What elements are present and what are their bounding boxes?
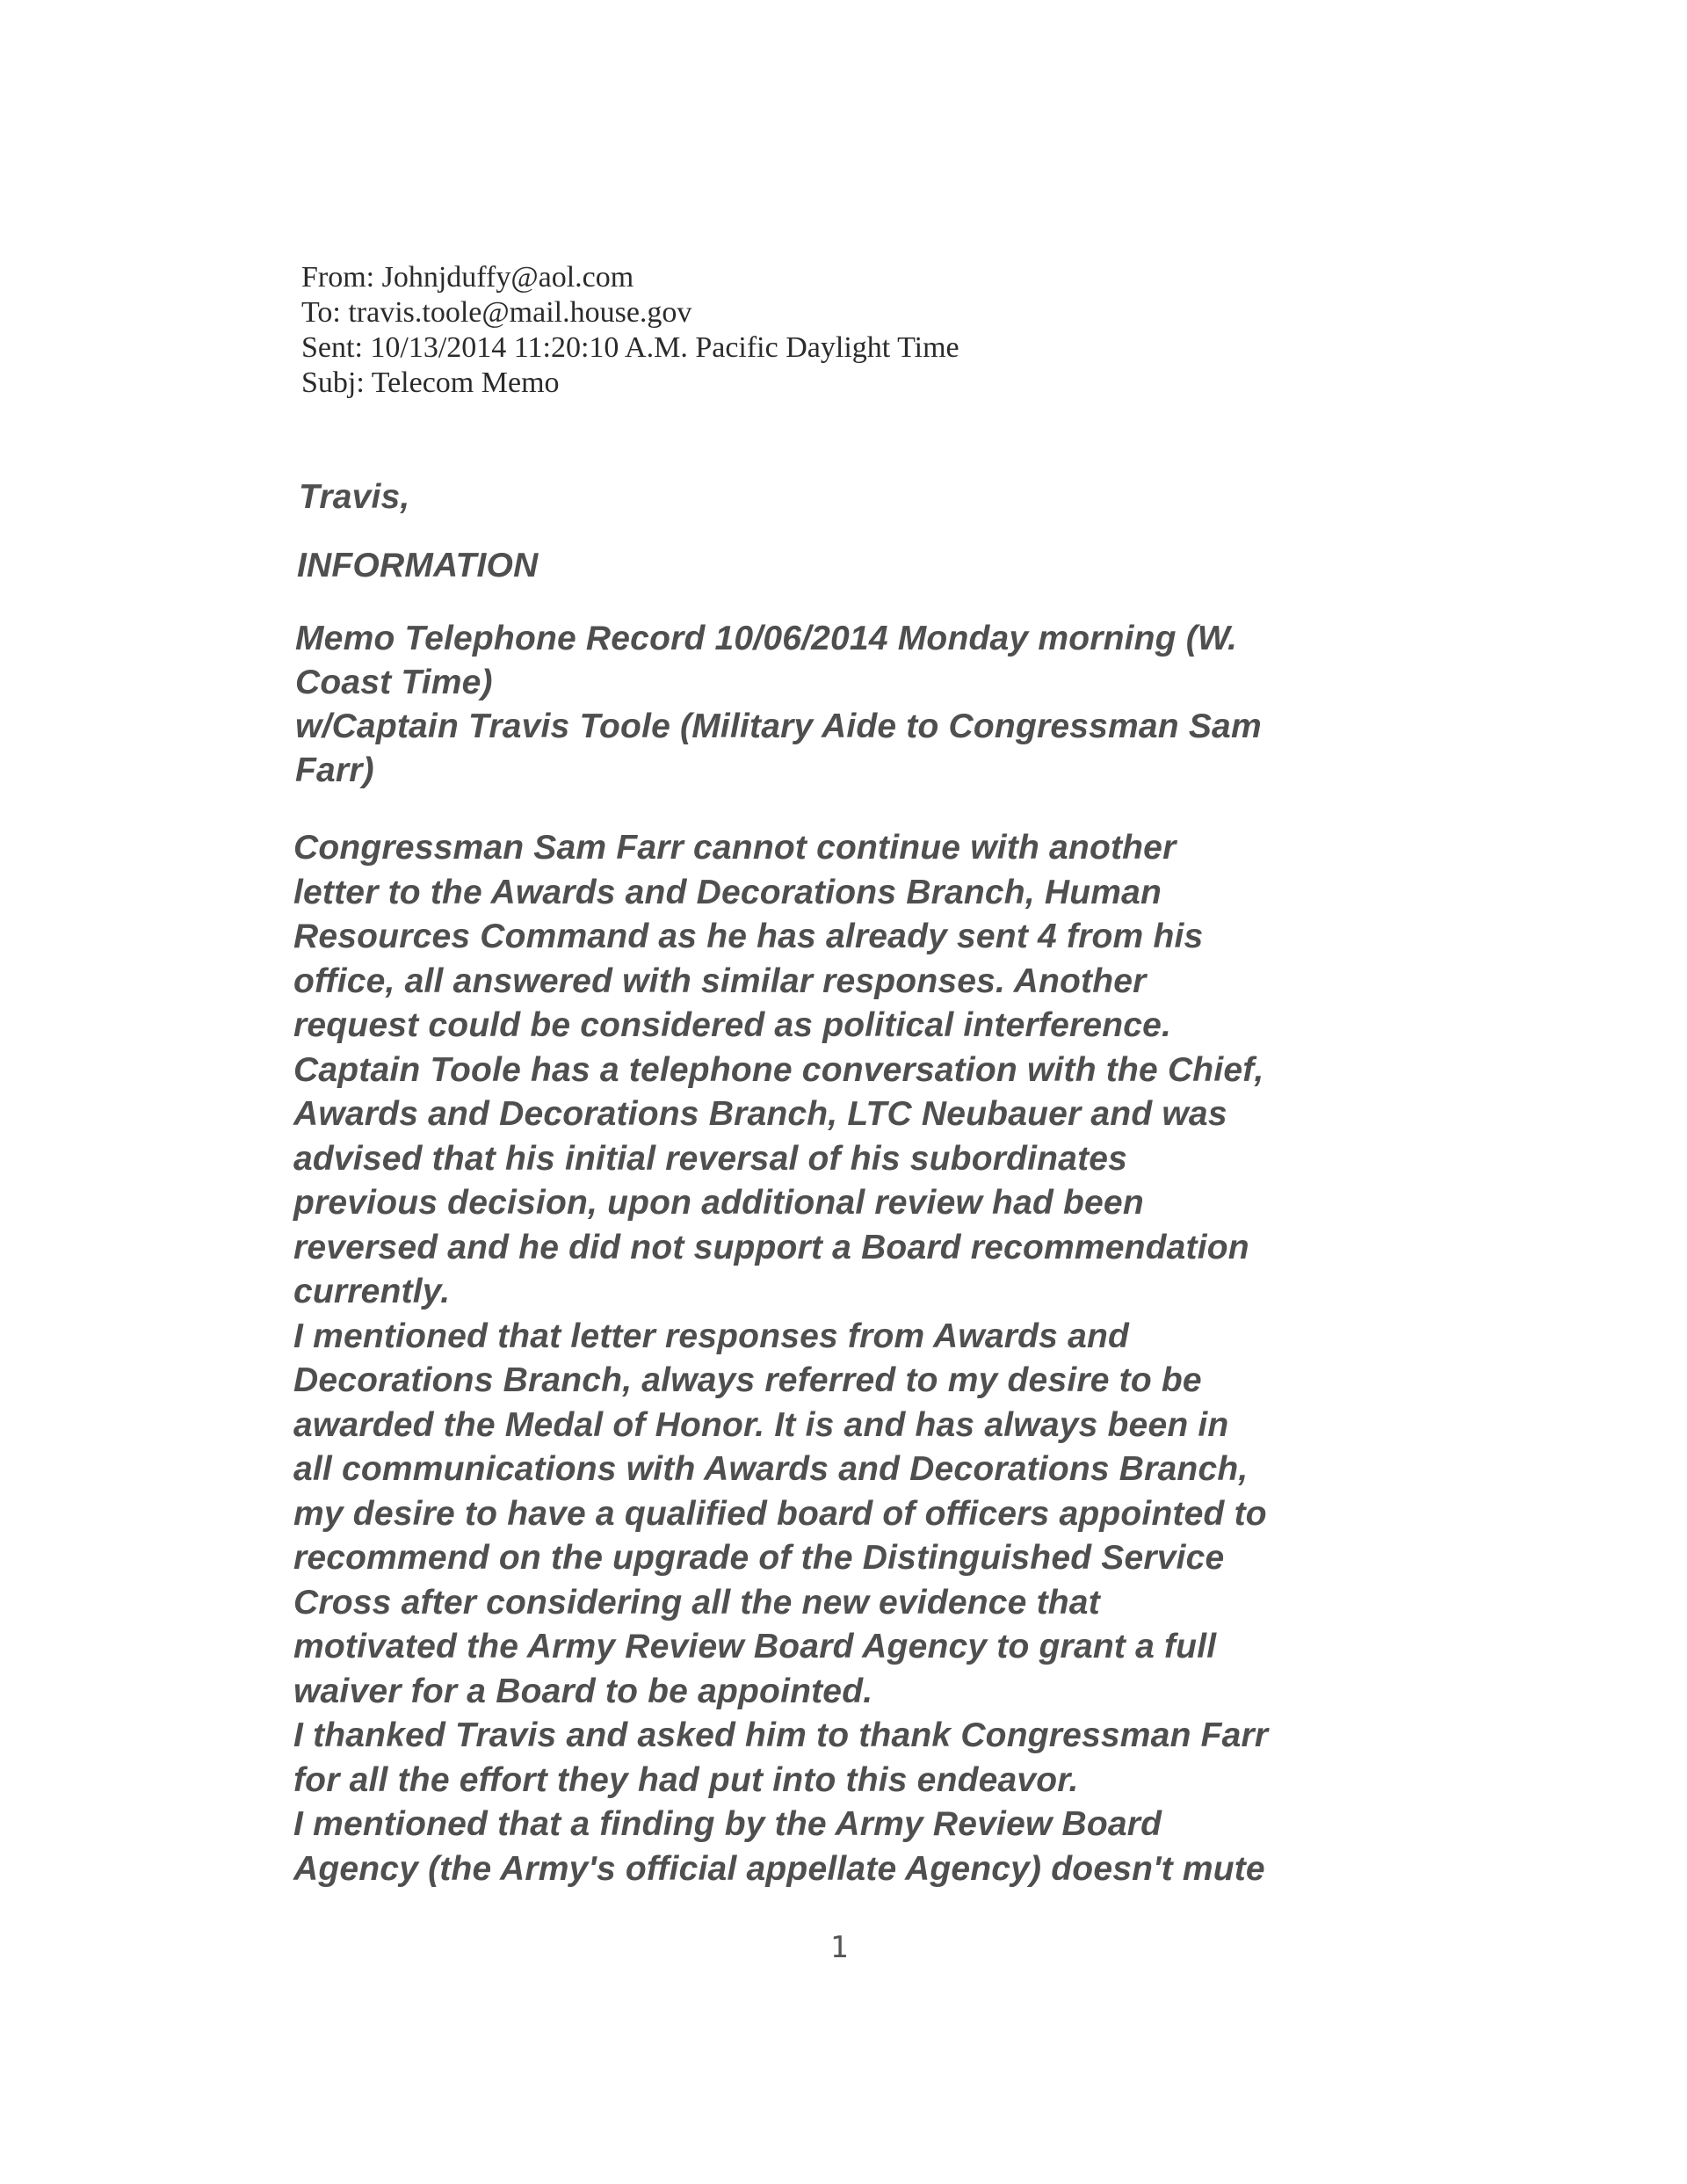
body-line: letter to the Awards and Decorations Branch, Human bbox=[293, 873, 1162, 911]
body-line: request could be considered as political interference. bbox=[293, 1006, 1172, 1044]
salutation: Travis, bbox=[299, 478, 410, 516]
information-heading: INFORMATION bbox=[297, 547, 539, 584]
memo-title-line: Farr) bbox=[295, 751, 374, 789]
body-line: Congressman Sam Farr cannot continue with another bbox=[293, 829, 1177, 867]
memo-title bbox=[295, 617, 1262, 793]
email-to: To: travis.toole@mail.house.gov bbox=[301, 296, 692, 329]
memo-title-line: Memo Telephone Record 10/06/2014 Monday morning (W. bbox=[295, 620, 1238, 657]
page-number: 1 bbox=[829, 1930, 849, 1965]
body-line: Awards and Decorations Branch, LTC Neubauer and was bbox=[293, 1095, 1227, 1133]
email-header bbox=[301, 260, 959, 401]
email-sent: Sent: 10/13/2014 11:20:10 A.M. Pacific Daylight Time bbox=[301, 331, 959, 364]
memo-title-line: Coast Time) bbox=[295, 664, 493, 701]
body-line: advised that his initial reversal of his subordinates bbox=[293, 1139, 1128, 1178]
body-line: Resources Command as he has already sent 4 from his bbox=[293, 918, 1204, 955]
body-line: reversed and he did not support a Board recommendation bbox=[293, 1228, 1249, 1266]
email-subject: Subj: Telecom Memo bbox=[301, 366, 560, 399]
memo-body bbox=[293, 826, 1268, 1891]
body-line: all communications with Awards and Decorations Branch, bbox=[293, 1450, 1249, 1488]
body-line: awarded the Medal of Honor. It is and has always been in bbox=[293, 1405, 1229, 1444]
body-line: office, all answered with similar responses. Another bbox=[293, 961, 1147, 1000]
body-line: I mentioned that letter responses from Awards and bbox=[293, 1317, 1130, 1355]
body-line: waiver for a Board to be appointed. bbox=[293, 1672, 873, 1710]
body-line: currently. bbox=[293, 1273, 451, 1310]
body-line: I thanked Travis and asked him to thank Congressman Farr bbox=[293, 1716, 1269, 1754]
body-line: Captain Toole has a telephone conversation with the Chief, bbox=[293, 1050, 1264, 1089]
body-line: motivated the Army Review Board Agency to grant a full bbox=[293, 1628, 1217, 1665]
body-line: previous decision, upon additional review had been bbox=[293, 1184, 1144, 1222]
body-line: my desire to have a qualified board of officers appointed to bbox=[293, 1494, 1267, 1533]
body-line: for all the effort they had put into this endeavor. bbox=[293, 1760, 1079, 1799]
body-line: Decorations Branch, always referred to my desire to be bbox=[293, 1361, 1202, 1399]
body-line: Cross after considering all the new evidence that bbox=[293, 1583, 1100, 1622]
body-line: recommend on the upgrade of the Distinguished Service bbox=[293, 1539, 1225, 1577]
body-line: Agency (the Army's official appellate Agency) doesn't mute bbox=[293, 1849, 1265, 1888]
body-line: I mentioned that a finding by the Army Review Board bbox=[293, 1805, 1162, 1843]
memo-title-line: w/Captain Travis Toole (Military Aide to Congressman Sam bbox=[295, 707, 1262, 745]
email-from: From: Johnjduffy@aol.com bbox=[301, 261, 634, 294]
